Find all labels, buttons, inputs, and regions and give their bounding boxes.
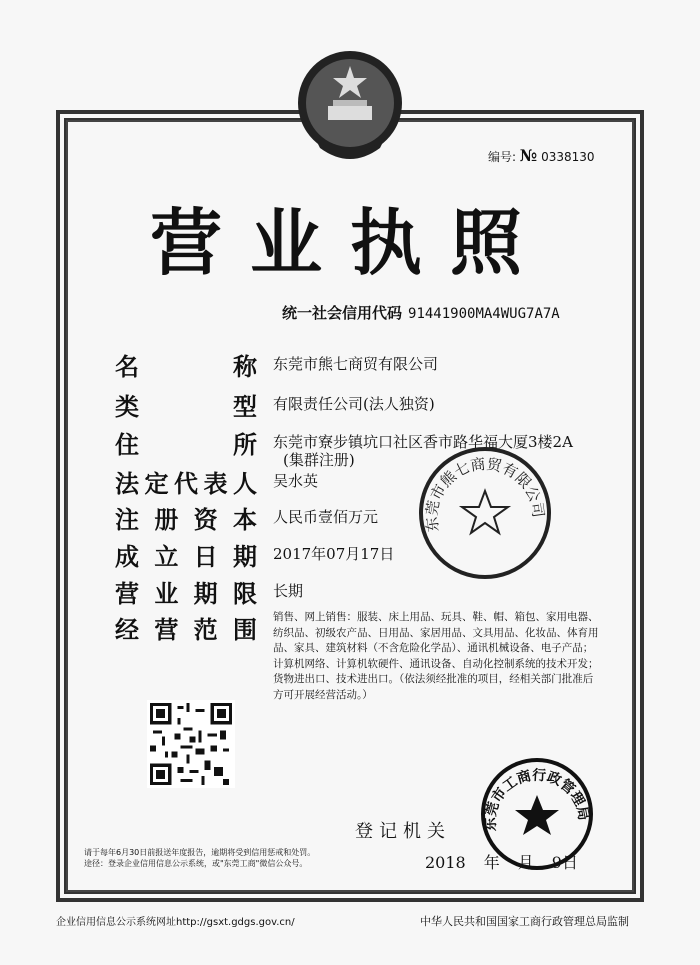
- field-value: 2017年07月17日: [273, 545, 395, 563]
- credit-code: 统一社会信用代码 91441900MA4WUG7A7A: [282, 304, 560, 322]
- page-title: 营业执照: [149, 201, 550, 285]
- field-value: 有限责任公司(法人独资): [273, 395, 435, 413]
- annual-report-notice: 请于每年6月30日前报送年度报告，逾期将受到信用惩戒和处罚。 途径：登录企业信用信息公示系统，或"东莞工商"微信公众号。: [84, 848, 316, 868]
- field-label: 营 业 期 限: [115, 580, 257, 608]
- field-label: 注 册 资 本: [115, 506, 257, 534]
- field-value-note: (集群注册): [283, 451, 355, 469]
- field-value: 东莞市寮步镇坑口社区香市路华福大厦3楼2A: [273, 433, 573, 451]
- registrar-label: 登记机关: [355, 821, 451, 842]
- seal-text: 东莞市熊七商贸有限公司: [422, 454, 548, 534]
- field-label: 成 立 日 期: [115, 543, 257, 571]
- footer-issuer: 中华人民共和国国家工商行政管理总局监制: [420, 915, 629, 928]
- seal-text: 东莞市工商行政管理局: [482, 767, 592, 832]
- footer-website: 企业信用信息公示系统网址http://gsxt.gdgs.gov.cn/: [56, 917, 295, 928]
- field-value: 长期: [273, 582, 304, 600]
- issue-date: 2018 年 月 9日: [425, 853, 578, 872]
- field-value: 吴水英: [273, 472, 319, 490]
- field-value: 人民币壹佰万元: [273, 508, 379, 526]
- field-value: 东莞市熊七商贸有限公司: [273, 355, 439, 373]
- business-scope: 销售、网上销售：服装、床上用品、玩具、鞋、帽、箱包、家用电器、纺织品、初级农产品、日用品、家居用品、文具用品、化妆品、体育用品、家具、建筑材料（不含危险化学品）、通讯机械设备、电子产品；计算机网络、计算机软硬件、通讯设备、自动化控制系统的技术开发；货物进出口、技术进出口。（依法须经批准的项目，经相关部门批准后方可开展经营活动。）: [273, 611, 599, 701]
- company-seal: [415, 443, 555, 583]
- field-label: 住 所: [115, 431, 257, 459]
- field-label: 名 称: [115, 353, 257, 381]
- field-label: 类 型: [115, 393, 257, 421]
- national-emblem-icon: [295, 48, 405, 168]
- qr-code[interactable]: [147, 700, 235, 788]
- field-label: 法 定 代 表 人: [115, 470, 257, 498]
- serial-number: 编号: № 0338130: [488, 146, 595, 165]
- field-label: 经 营 范 围: [115, 616, 257, 644]
